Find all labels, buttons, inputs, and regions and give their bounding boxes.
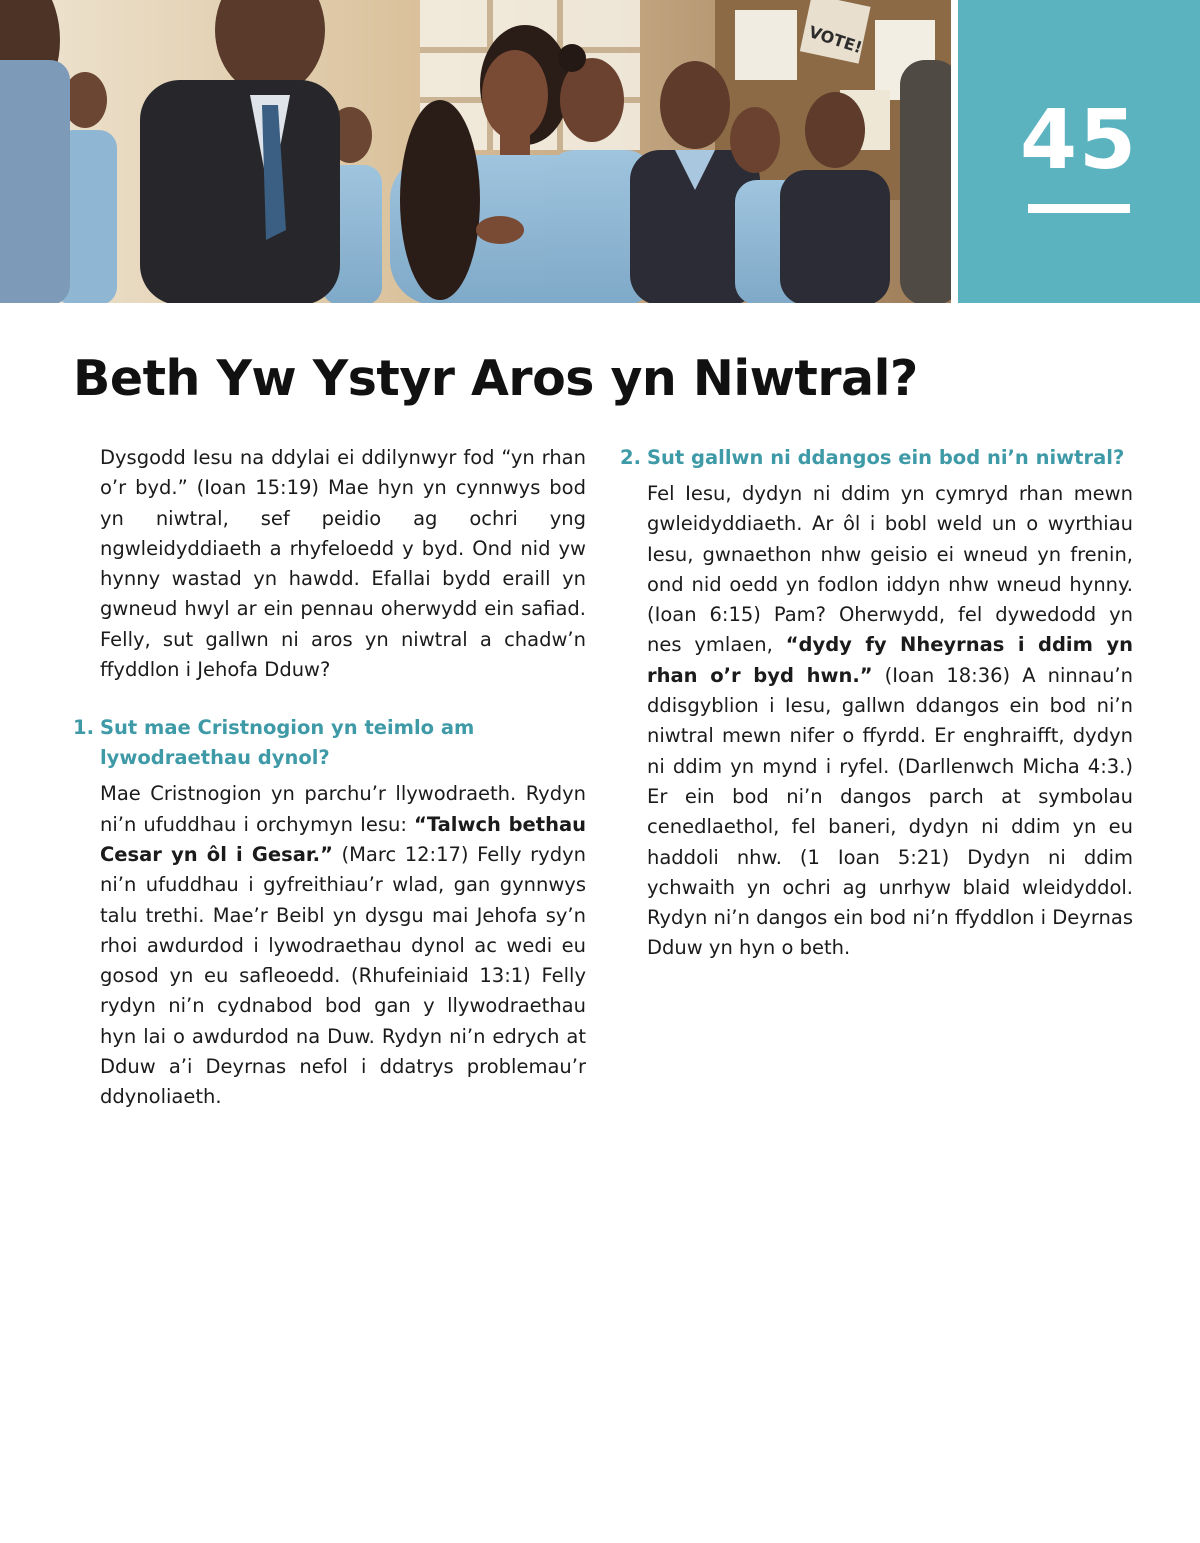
section-heading-1 [73, 713, 586, 773]
paragraph-text: Fel Iesu, dydyn ni ddim yn cymryd rhan mewn gwleidyddiaeth. Ar ôl i bobl weld un o wyrthiau Iesu, gwnaethon nhw geisio ei wneud yn frenin, ond nid oedd yn fodlon iddyn nhw wneud hynny. (Ioan 6:15) Pam? Oherwydd, fel dywedodd yn nes ymlaen, [647, 482, 1133, 657]
photo-students-standing-hand-on-chest-icon [0, 0, 951, 303]
section-heading-text: Sut gallwn ni ddangos ein bod ni’n niwtral? [647, 446, 1125, 469]
section-paragraph-2 [647, 479, 1133, 964]
left-column [73, 443, 586, 1113]
lesson-number-panel [958, 0, 1200, 303]
page-title: Beth Yw Ystyr Aros yn Niwtral? [73, 350, 918, 407]
section-paragraph-1 [100, 779, 586, 1112]
poster-text: VOTE! [806, 22, 865, 58]
section-heading-2 [620, 443, 1133, 473]
paragraph-text: (Ioan 18:36) A ninnau’n ddisgyblion i Iesu, gallwn ddangos ein bod ni’n niwtral mewn nifer o ffyrdd. Er enghraifft, dydyn ni ddim yn mynd i ryfel. (Darllenwch Micha 4:3.) Er ein bod ni’n dangos parch at symbolau cenedlaethol, fel baneri, dydyn ni ddim yn eu haddoli nhw. (1 Ioan 5:21) Dydyn ni ddim ychwaith yn ochri ag unrhyw blaid wleidyddol. Rydyn ni’n dangos ein bod ni’n ffyddlon i Deyrnas Dduw yn hyn o beth. [647, 663, 1133, 960]
intro-paragraph: Dysgodd Iesu na ddylai ei ddilynwyr fod “yn rhan o’r byd.” (Ioan 15:19) Mae hyn yn cynnwys bod yn niwtral, sef peidio ag ochri yng ngwleidyddiaeth a rhyfeloedd y byd. Ond nid yw hynny wastad yn hawdd. Efallai bydd eraill yn gwneud hwyl ar ein pennau oherwydd ein safiad. Felly, sut gallwn ni aros yn niwtral a chadw’n ffyddlon i Jehofa Dduw? [100, 446, 586, 682]
lesson-number-underline [1028, 204, 1130, 213]
right-column [620, 443, 1133, 964]
scripture-quote: “dydy fy Nheyrnas i ddim yn rhan o’r byd hwn.” [647, 633, 1133, 687]
section-heading-text: Sut mae Cristnogion yn teimlo am lywodraethau dynol? [100, 716, 475, 770]
lesson-number: 45 [1019, 93, 1139, 188]
section-number: 2. [620, 446, 641, 469]
header-photo [0, 0, 951, 303]
paragraph-text: Mae Cristnogion yn parchu’r llywodraeth. Rydyn ni’n ufuddhau i orchymyn Iesu: [100, 782, 586, 836]
paragraph-text: (Marc 12:17) Felly rydyn ni’n ufuddhau i gyfreithiau’r wlad, gan gynnwys talu trethi. Mae’r Beibl yn dysgu mai Jehofa sy’n rhoi awdurdod i lywodraethau dynol ac wedi eu gosod yn eu safleoedd. (Rhufeiniaid 13:1) Felly rydyn ni’n cydnabod bod gan y llywodraethau hyn lai o awdurdod na Duw. Rydyn ni’n edrych at Dduw a’i Deyrnas nefol i ddatrys problemau’r ddynoliaeth. [100, 842, 586, 1109]
section-number: 1. [73, 716, 94, 740]
scripture-quote: “Talwch bethau Cesar yn ôl i Gesar.” [100, 812, 586, 866]
